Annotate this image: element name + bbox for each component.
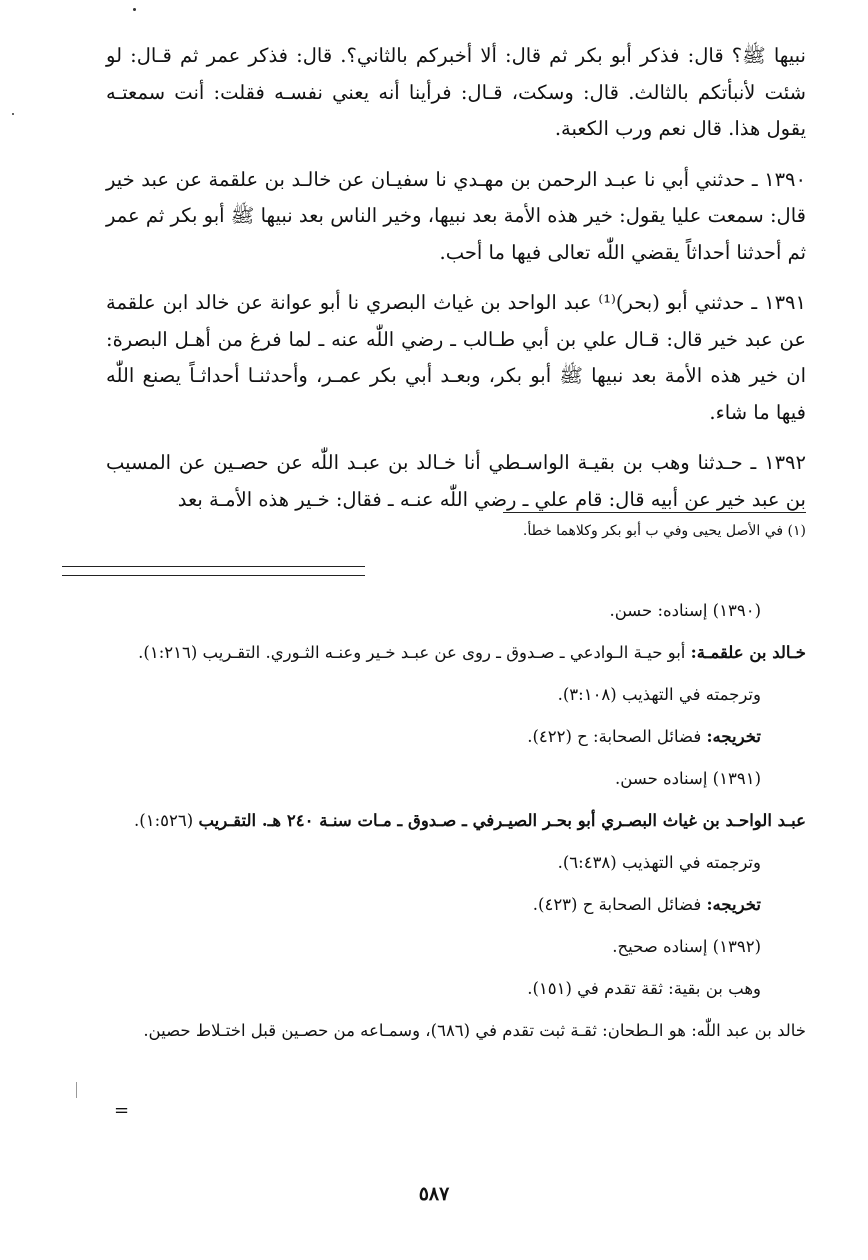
scan-speck bbox=[133, 8, 136, 11]
note-line bbox=[106, 596, 806, 626]
note-bold: تخريجه: bbox=[706, 895, 761, 914]
note-bold: عبـد الواحـد بن غياث البصـري أبو بحـر الصيـرفي ـ صـدوق ـ مـات سنـة ٢٤٠ هـ. التقـريب bbox=[198, 811, 806, 830]
separator-line-top bbox=[62, 566, 365, 567]
continuation-mark: = bbox=[114, 1100, 130, 1121]
note-line bbox=[106, 974, 806, 1004]
commentary-notes bbox=[106, 596, 806, 1058]
note-line bbox=[106, 932, 806, 962]
note-line bbox=[106, 848, 806, 878]
paragraph-1390: ١٣٩٠ ـ حدثني أبي نا عبـد الرحمن بن مهـدي نا سفيـان عن خالـد بن علقمة عن عبد خير قال: سمعت عليا يقول: خير هذه الأمة بعد نبيها، وخير الناس بعد نبيها ﷺ أبو بكر ثم عمر ثم أحدثنا أحداثاً يقضي اللّٰه تعالى فيها ما أحب. bbox=[106, 167, 806, 264]
note-text: (١٣٩٠) إسناده: حسن. bbox=[609, 601, 761, 620]
note-text: (١:٥٢٦). bbox=[134, 811, 199, 830]
note-line bbox=[106, 806, 806, 836]
note-line bbox=[106, 764, 806, 794]
separator-line-bottom bbox=[62, 575, 365, 576]
paragraph-1391: ١٣٩١ ـ حدثني أبو (بحر)⁽¹⁾ عبد الواحد بن غياث البصري نا أبو عوانة عن خالد ابن علقمة عن عبد خير قال: قـال علي بن أبي طـالب ـ رضي اللّٰه عنه ـ لما فرغ من أهـل البصرة: ان خير هذه الأمة بعد نبيها ﷺ أبو بكر، وبعـد أبي بكر عمـر، وأحدثنـا أحداثـاً يصنع اللّٰه فيها ما شاء. bbox=[106, 291, 806, 424]
page-number: ٥٨٧ bbox=[418, 1183, 450, 1205]
footnote-block bbox=[503, 512, 806, 549]
note-text: وهب بن بقية: ثقة تقدم في (١٥١). bbox=[527, 979, 761, 998]
note-text: (١٣٩١) إسناده حسن. bbox=[615, 769, 761, 788]
main-text bbox=[106, 38, 806, 532]
note-line bbox=[106, 680, 806, 710]
scan-speck bbox=[12, 113, 14, 115]
note-text: وترجمته في التهذيب (٦:٤٣٨). bbox=[557, 853, 761, 872]
note-line bbox=[106, 890, 806, 920]
note-bold: تخريجه: bbox=[706, 727, 761, 746]
footnote-1: (١) في الأصل يحيى وفي ب أبو بكر وكلاهما خطأ. bbox=[522, 523, 806, 539]
scan-speck bbox=[76, 1082, 77, 1098]
paragraph-1392: ١٣٩٢ ـ حـدثنا وهب بن بقيـة الواسـطي أنا خـالد بن عبـد اللّٰه عن حصـين عن المسيب بن عبد خير عن أبيه قال: قام علي ـ رضي اللّٰه عنـه ـ فقال: خـير هذه الأمـة بعد bbox=[106, 451, 806, 511]
paragraph-continuation: نبيها ﷺ؟ قال: فذكر أبو بكر ثم قال: ألا أخبركم بالثاني؟. قال: فذكر عمر ثم قـال: لو شئت لأنبأتكم بالثالث. قال: وسكت، قـال: فرأينا أنه يعني نفسـه فقلت: أنت سمعتـه يقول هذا. قال نعم ورب الكعبة. bbox=[106, 44, 806, 140]
note-line bbox=[106, 1016, 806, 1046]
note-text: فضائل الصحابة: ح (٤٢٢). bbox=[527, 727, 707, 746]
note-text: فضائل الصحابة ح (٤٢٣). bbox=[532, 895, 707, 914]
note-text: أبو حيـة الـوادعي ـ صـدوق ـ روى عن عبـد خـير وعنـه الثـوري. التقـريب (١:٢١٦). bbox=[138, 643, 691, 662]
note-text: خالد بن عبد اللّٰه: هو الـطحان: ثقـة ثبت تقدم في (٦٨٦)، وسمـاعه من حصـين قبل اختـلاط حصين. bbox=[143, 1021, 806, 1040]
note-line bbox=[106, 722, 806, 752]
note-bold: خـالد بن علقمـة: bbox=[690, 643, 806, 662]
note-text: وترجمته في التهذيب (٣:١٠٨). bbox=[557, 685, 761, 704]
note-text: (١٣٩٢) إسناده صحيح. bbox=[612, 937, 761, 956]
note-line bbox=[106, 638, 806, 668]
